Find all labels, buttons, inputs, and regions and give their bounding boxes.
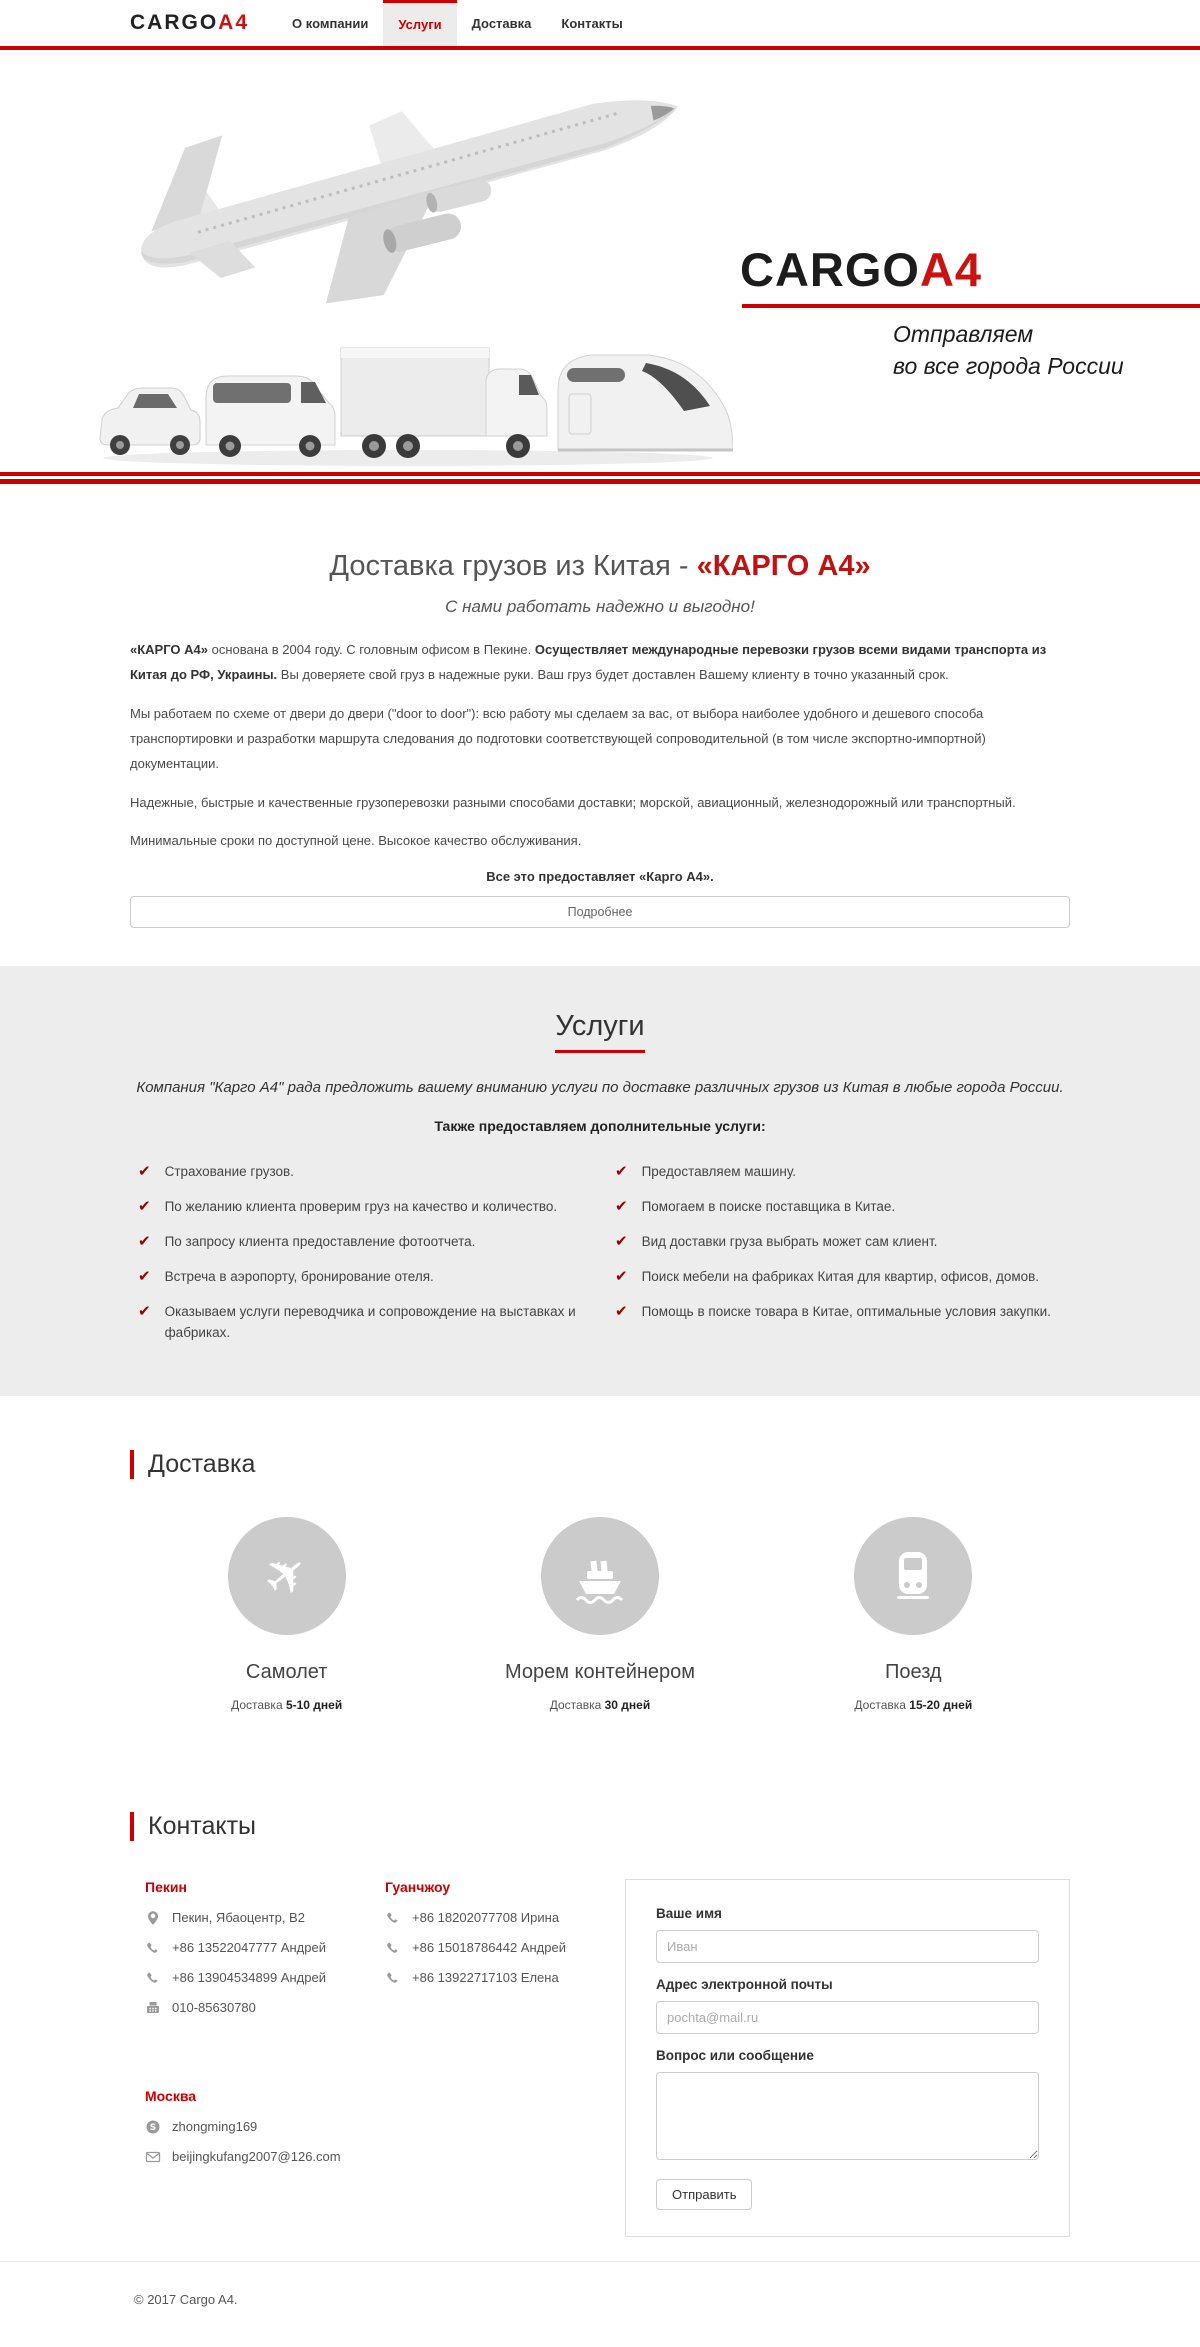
- delivery-method-sea: [443, 1517, 756, 1712]
- about-p1-brand: «КАРГО А4»: [130, 642, 208, 657]
- top-navigation: [0, 0, 1200, 46]
- services-column-right: [615, 1162, 1062, 1358]
- about-paragraph-4: Минимальные сроки по доступной цене. Высокое качество обслуживания.: [130, 833, 582, 849]
- more-button[interactable]: Подробнее: [130, 896, 1070, 928]
- contact-phone: +86 18202077708 Ирина: [385, 1910, 625, 1926]
- contact-phone: +86 15018786442 Андрей: [385, 1940, 625, 1956]
- service-item: ✔ Встреча в аэропорту, бронирование отеля.: [138, 1267, 585, 1288]
- nav-item-services[interactable]: Услуги: [383, 0, 456, 46]
- city-name: Пекин: [145, 1878, 187, 1895]
- service-item: ✔ Вид доставки груза выбрать может сам клиент.: [615, 1232, 1062, 1253]
- hero-bottom-stripes: [0, 472, 1200, 484]
- contact-phone: +86 13904534899 Андрей: [145, 1970, 385, 1986]
- hero-tagline: [893, 318, 1124, 382]
- service-item: ✔ По желанию клиента проверим груз на качество и количество.: [138, 1197, 585, 1218]
- service-item: ✔ Помогаем в поиске поставщика в Китае.: [615, 1197, 1062, 1218]
- submit-button[interactable]: Отправить: [656, 2179, 752, 2210]
- hero-tagline-line2: во все города России: [893, 353, 1124, 380]
- contact-address: Пекин, Ябаоцентр, В2: [145, 1910, 385, 1926]
- services-intro: Компания "Карго А4" рада предложить вашему вниманию услуги по доставке различных грузов из Китая в любые города России.: [136, 1079, 1064, 1097]
- delivery-title: Доставка: [130, 1450, 1070, 1479]
- checkmark-icon: ✔: [138, 1163, 151, 1181]
- checkmark-icon: ✔: [615, 1233, 628, 1251]
- checkmark-icon: ✔: [615, 1268, 628, 1286]
- hero-logo-a4: А4: [919, 243, 983, 296]
- skype-icon: [145, 2119, 161, 2135]
- page-title: [130, 550, 1070, 583]
- main-menu: [277, 0, 638, 46]
- hero-tagline-line1: Отправляем: [893, 321, 1034, 347]
- nav-logo-cargo: CARGO: [130, 11, 219, 34]
- hero-logo-red-rule: [742, 304, 1200, 308]
- about-p1-highlight: Осуществляет международные перевозки грузов всеми видами транспорта из Китая до РФ, Украины.: [130, 642, 1047, 683]
- checkmark-icon: ✔: [615, 1163, 628, 1181]
- checkmark-icon: ✔: [138, 1198, 151, 1216]
- service-item: ✔ Предоставляем машину.: [615, 1162, 1062, 1183]
- message-label: Вопрос или сообщение: [656, 2047, 814, 2063]
- page-title-main: Доставка грузов из Китая -: [329, 550, 697, 582]
- copyright-text: © 2017 Cargo A4.: [134, 2291, 238, 2307]
- footer: [0, 2261, 1200, 2347]
- contact-phone: +86 13522047777 Андрей: [145, 1940, 385, 1956]
- checkmark-icon: ✔: [615, 1198, 628, 1216]
- svg-text:S: S: [149, 2122, 157, 2133]
- hero-logo: [740, 242, 982, 297]
- checkmark-icon: ✔: [138, 1268, 151, 1286]
- phone-icon: [145, 1940, 161, 1956]
- delivery-method-name: Поезд: [885, 1660, 942, 1683]
- contacts-section: [130, 1764, 1070, 2261]
- nav-item-delivery[interactable]: Доставка: [471, 15, 532, 31]
- phone-icon: [385, 1910, 401, 1926]
- nav-item-contacts[interactable]: Контакты: [561, 15, 623, 31]
- about-paragraph-1: «КАРГО А4» основана в 2004 году. С головным офисом в Пекине. Осуществляет международные перевозки грузов всеми видами транспорта из Китая до РФ, Украины. Вы доверяете свой груз в надежные руки. Ваш груз будет доставлен Вашему клиенту в точно указанный срок.: [130, 642, 1047, 683]
- nav-item-about[interactable]: О компании: [292, 15, 369, 31]
- service-item: ✔ Оказываем услуги переводчика и сопровождение на выставках и фабриках.: [138, 1302, 585, 1344]
- delivery-method-time: Доставка 15-20 дней: [854, 1697, 973, 1712]
- contact-beijing: [145, 1879, 385, 2058]
- train-icon: [854, 1517, 972, 1635]
- service-item: ✔ Страхование грузов.: [138, 1162, 585, 1183]
- contact-guangzhou: [385, 1879, 625, 2058]
- page-title-accent: «КАРГО А4»: [696, 550, 871, 582]
- name-input[interactable]: [656, 1930, 1039, 1963]
- hero-vehicles-image: [88, 298, 733, 470]
- phone-icon: [145, 1970, 161, 1986]
- ship-icon: [541, 1517, 659, 1635]
- delivery-method-train: [757, 1517, 1070, 1712]
- contact-form: [625, 1879, 1070, 2237]
- delivery-method-name: Самолет: [245, 1660, 328, 1683]
- plane-icon: ✈: [228, 1517, 346, 1635]
- service-item: ✔ По запросу клиента предоставление фотоотчета.: [138, 1232, 585, 1253]
- services-title: Услуги: [555, 1010, 644, 1053]
- nav-logo[interactable]: [130, 11, 249, 35]
- checkmark-icon: ✔: [615, 1303, 628, 1321]
- checkmark-icon: ✔: [138, 1233, 151, 1251]
- hero-airplane-image: [88, 56, 733, 306]
- name-label: Ваше имя: [656, 1905, 722, 1921]
- checkmark-icon: ✔: [138, 1303, 151, 1321]
- about-summary: Все это предоставляет «Карго А4».: [486, 869, 714, 885]
- phone-icon: [385, 1970, 401, 1986]
- about-section: [130, 484, 1070, 946]
- nav-logo-a4: А4: [218, 11, 250, 34]
- delivery-method-time: Доставка 5-10 дней: [231, 1697, 343, 1712]
- email-input[interactable]: [656, 2001, 1039, 2034]
- city-name: Москва: [145, 2087, 197, 2104]
- contact-moscow: [145, 2088, 385, 2207]
- contacts-title: Контакты: [130, 1812, 1070, 1841]
- service-item: ✔ Поиск мебели на фабриках Китая для квартир, офисов, домов.: [615, 1267, 1062, 1288]
- page-subtitle: С нами работать надежно и выгодно!: [445, 597, 755, 616]
- email-label: Адрес электронной почты: [656, 1976, 833, 1992]
- contact-email: beijingkufang2007@126.com: [145, 2149, 385, 2165]
- contact-fax: 010-85630780: [145, 2000, 385, 2016]
- hero-logo-cargo: CARGO: [740, 243, 920, 296]
- contact-phone: +86 13922717103 Елена: [385, 1970, 625, 1986]
- fax-icon: [145, 2000, 161, 2016]
- message-textarea[interactable]: [656, 2072, 1039, 2160]
- hero-section: [0, 50, 1200, 472]
- services-subheading: Также предоставляем дополнительные услуги:: [434, 1118, 766, 1135]
- contact-skype: S zhongming169: [145, 2119, 385, 2135]
- about-paragraph-2: Мы работаем по схеме от двери до двери ("door to door"): всю работу мы сделаем за вас, от выбора наиболее удобного и дешевого способа транспортировки и разработки маршрута следования до подготовки соответствующей сопроводительной (в том числе экспортно-импортной) документации.: [130, 705, 986, 772]
- delivery-method-time: Доставка 30 дней: [549, 1697, 651, 1712]
- service-item: ✔ Помощь в поиске товара в Китае, оптимальные условия закупки.: [615, 1302, 1062, 1323]
- services-section: [0, 966, 1200, 1396]
- delivery-method-name: Морем контейнером: [504, 1660, 696, 1683]
- city-name: Гуанчжоу: [385, 1878, 451, 1895]
- delivery-section: [130, 1396, 1070, 1764]
- phone-icon: [385, 1940, 401, 1956]
- envelope-icon: [145, 2149, 161, 2165]
- location-pin-icon: [145, 1910, 161, 1926]
- about-paragraph-3: Надежные, быстрые и качественные грузоперевозки разными способами доставки; морской, авиационный, железнодорожный или транспортный.: [130, 794, 1016, 810]
- delivery-method-plane: [130, 1517, 443, 1712]
- services-column-left: [138, 1162, 585, 1358]
